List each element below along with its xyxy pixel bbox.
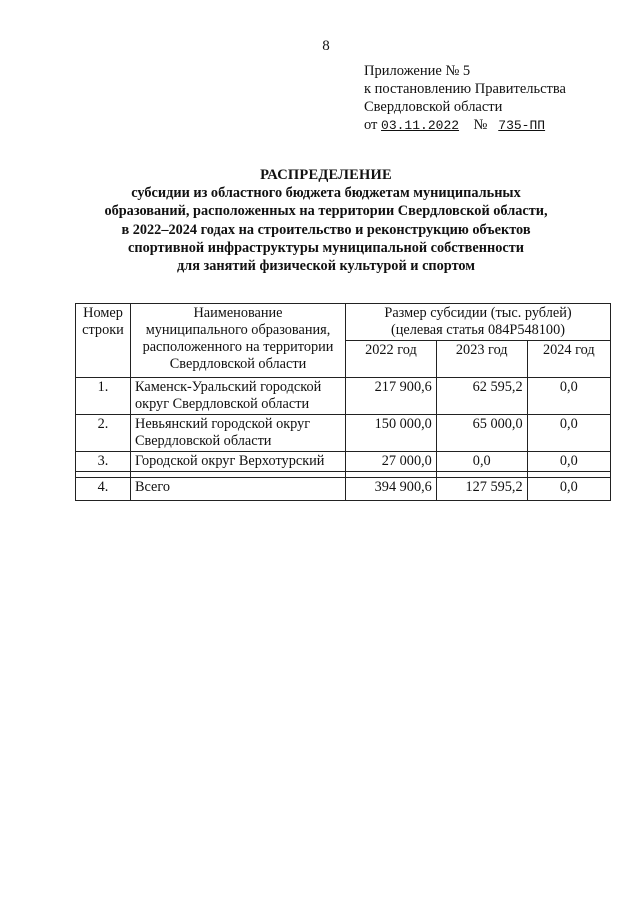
municipality-name: Каменск-Уральский городской округ Свердловской области: [131, 378, 346, 415]
header-row-number: [76, 304, 131, 378]
row-number: 1.: [76, 378, 131, 415]
header-text: Наименование: [193, 305, 283, 321]
value-2023: 0,0: [436, 452, 527, 472]
total-2024: 0,0: [527, 478, 610, 501]
value-2024: 0,0: [527, 415, 610, 452]
subsidy-table: [75, 303, 611, 501]
header-text: расположенного на территории: [142, 339, 334, 355]
header-text: (целевая статья 084P548100): [390, 322, 565, 338]
number-prefix: №: [473, 117, 488, 133]
table-row: [76, 378, 611, 415]
value-2024: 0,0: [527, 378, 610, 415]
table-row: [76, 415, 611, 452]
total-2022: 394 900,6: [346, 478, 437, 501]
total-2023: 127 595,2: [436, 478, 527, 501]
row-number: 2.: [76, 415, 131, 452]
title-line: образований, расположенных на территории Свердловской области,: [104, 203, 548, 220]
title-line: субсидии из областного бюджета бюджетам муниципальных: [131, 185, 521, 202]
appendix-region: Свердловской области: [364, 99, 503, 115]
date-prefix: от: [364, 117, 378, 133]
page-number: 8: [322, 38, 330, 54]
header-text: Номер: [83, 305, 123, 321]
table-total-row: [76, 478, 611, 501]
table-row: [76, 452, 611, 472]
appendix-header: [364, 62, 566, 135]
header-year-2024: 2024 год: [527, 341, 610, 378]
header-text: Размер субсидии (тыс. рублей): [384, 305, 572, 321]
row-number: 3.: [76, 452, 131, 472]
value-2023: 65 000,0: [436, 415, 527, 452]
header-municipality-name: [131, 304, 346, 378]
municipality-name: Невьянский городской округ Свердловской области: [131, 415, 346, 452]
row-number: 4.: [76, 478, 131, 501]
appendix-reference: к постановлению Правительства: [364, 81, 566, 97]
header-year-2023: 2023 год: [436, 341, 527, 378]
value-2022: 150 000,0: [346, 415, 437, 452]
title-line: в 2022–2024 годах на строительство и реконструкцию объектов: [121, 221, 531, 238]
header-text: муниципального образования,: [145, 322, 331, 338]
document-title: [60, 166, 592, 275]
total-label: Всего: [131, 478, 346, 501]
title-line: для занятий физической культурой и спортом: [176, 258, 476, 275]
header-text: Свердловской области: [169, 356, 307, 372]
title-heading: РАСПРЕДЕЛЕНИЕ: [260, 167, 392, 183]
decree-number: 735-ПП: [498, 118, 546, 133]
value-2024: 0,0: [527, 452, 610, 472]
header-text: строки: [82, 322, 124, 338]
title-line: спортивной инфраструктуры муниципальной собственности: [128, 239, 524, 256]
header-year-2022: 2022 год: [346, 341, 437, 378]
decree-date: 03.11.2022: [381, 118, 460, 133]
municipality-name: Городской округ Верхотурский: [131, 452, 346, 472]
value-2023: 62 595,2: [436, 378, 527, 415]
value-2022: 217 900,6: [346, 378, 437, 415]
table-header-row: [76, 304, 611, 341]
value-2022: 27 000,0: [346, 452, 437, 472]
appendix-title: Приложение № 5: [364, 63, 471, 79]
header-subsidy-amount: [346, 304, 611, 341]
appendix-date-line: [364, 116, 566, 135]
